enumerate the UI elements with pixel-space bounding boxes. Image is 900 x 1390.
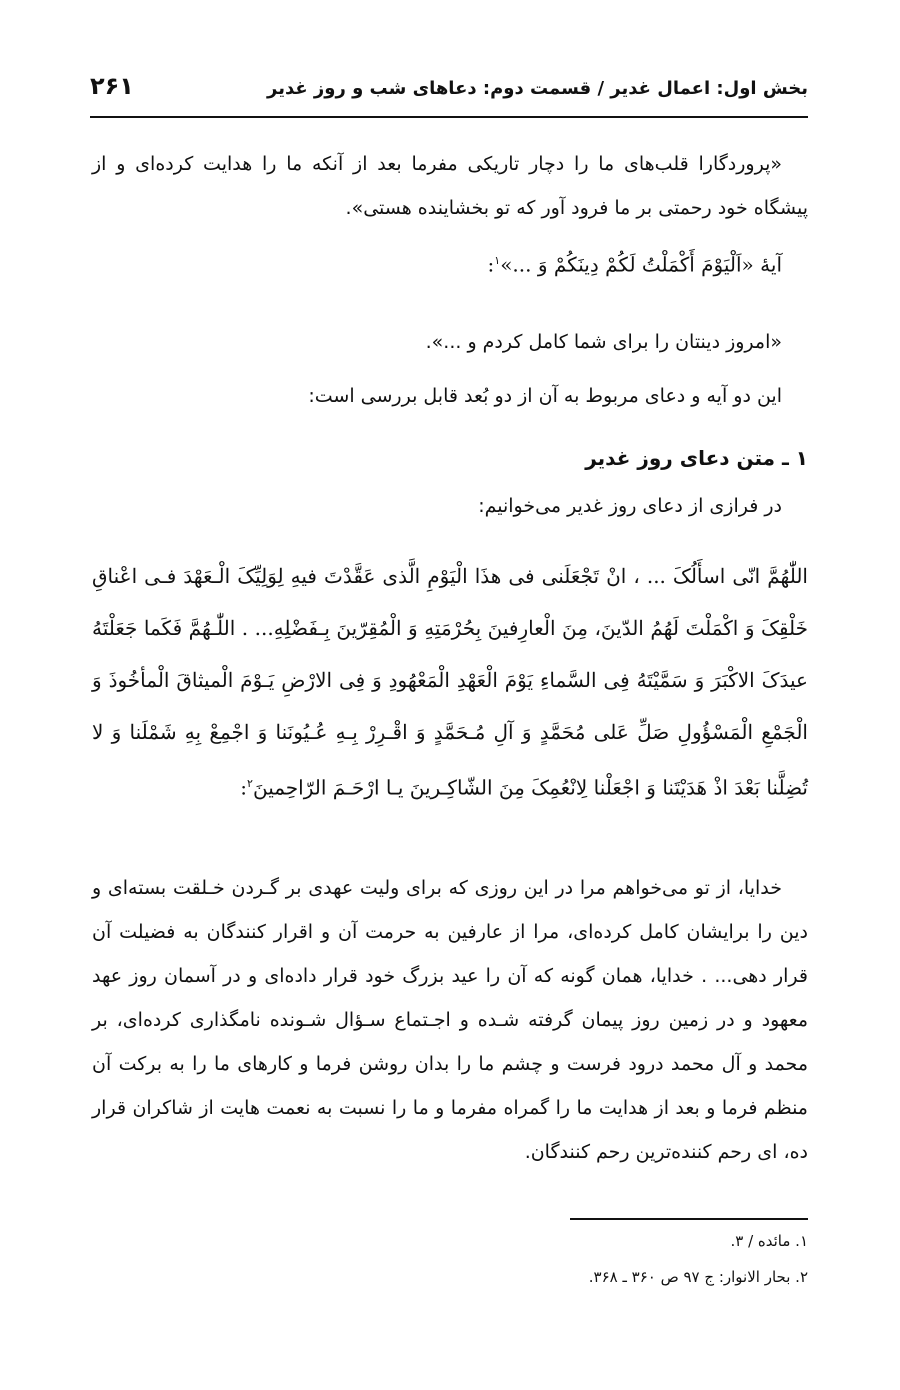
prayer-translation: خدایا، از تو می‌خواهم مرا در این روزی که برای ولیت عهدی بر گـردن خـلقت بسته‌ای و دین را برایشان کامل کرده‌ای، مرا از عارفین به حرمت آن و اقرار کنندگان به فضیلت آن قرار دهی... . خدایا، همان گونه که آن را عید بزرگ خود قرار داده‌ای و در آسمان روز عهد معهود و در زمین روز پیمان گرفته شـده و اجـتماع سـؤال شـونده نامگذاری کرده‌ای، بر محمد و آل محمد درود فرست و چشم ما را بدان روشن فرما و کارهای ما را به برکت آن منظم فرما و بعد از هدایت ما را گمراه مفرما و ما را نسبت به نعمت هایت از شاکران قرار ده، ای رحم کننده‌ترین رحم کنندگان. xyxy=(92,877,808,1163)
footnote-rule xyxy=(570,1218,808,1220)
page-number: ۲۶۱ xyxy=(90,72,134,100)
prayer-translation-paragraph: «پروردگارا قلب‌های ما را دچار تاریکی مفرما بعد از آنکه ما را هدایت کرده‌ای و از پیشگاه خود رحمتی بر ما فرود آور که تو بخشاینده هستی». xyxy=(92,153,808,219)
footnote-ref-1: ۱ xyxy=(494,254,501,267)
verse-text: آیهٔ «اَلْیَوْمَ أَکْمَلْتُ لَکُمْ دِینَکُمْ وَ ...» xyxy=(500,252,782,277)
footnote-1: ۱. مائده / ۳. xyxy=(730,1232,808,1250)
arabic-prayer-text: اللّٰهُمَّ انّی اسأَلُکَ ... ، انْ تَجْعَلَنی فی هذَا الْیَوْمِ الَّذی عَقَّدْتَ فیهِ لِوَلِیِّکَ الْـعَهْدَ فـی اعْناقِ خَلْقِکَ وَ اکْمَلْتَ لَهُمُ الدّینَ، مِنَ الْعارِفینَ بِحُرْمَتِهِ وَ الْمُقِرّینَ بِـفَضْلِهِ... . اللّٰـهُمَّ فَکَما جَعَلْتَهُ عیدَکَ الاکْبَرَ وَ سَمَّیْتَهُ فِی السَّماءِ یَوْمَ الْعَهْدِ الْمَعْهُودِ وَ فِی الارْضِ یَـوْمَ الْمیثاقَ الْمأخُوذَ وَ الْجَمْعِ الْمَسْؤُولِ صَلِّ عَلی مُحَمَّدٍ وَ آلِ مُـحَمَّدٍ وَ اقْـرِرْ بِـهِ عُـیُونَنا وَ اجْمِعْ بِهِ شَمْلَنا وَ لا تُضِلَّنا بَعْدَ اذْ هَدَیْتَنا وَ اجْعَلْنا لِانْعُمِکَ مِنَ الشّاکِـرینَ یـا ارْحَـمَ الرّاحِمینَ xyxy=(92,564,808,800)
running-title: بخش اول: اعمال غدیر / قسمت دوم: دعاهای شب و روز غدیر xyxy=(267,78,808,99)
footnote-ref-2: ۲ xyxy=(247,777,253,790)
footnote-2: ۲. بحار الانوار: ج ۹۷ ص ۳۶۰ ـ ۳۶۸. xyxy=(588,1268,808,1286)
verse-paragraph xyxy=(92,236,808,290)
header-rule xyxy=(90,116,808,118)
arabic-prayer-end: : xyxy=(240,775,248,800)
page-header xyxy=(90,72,808,106)
arabic-prayer xyxy=(92,550,808,814)
analysis-intro: این دو آیه و دعای مربوط به آن از دو بُعد قابل بررسی است: xyxy=(308,385,782,407)
section-intro: در فرازی از دعای روز غدیر می‌خوانیم: xyxy=(478,495,782,517)
verse-end: : xyxy=(487,252,495,277)
section-heading: ۱ ـ متن دعای روز غدیر xyxy=(585,446,808,470)
verse-translation: «امروز دینتان را برای شما کامل کردم و ...». xyxy=(425,331,782,353)
